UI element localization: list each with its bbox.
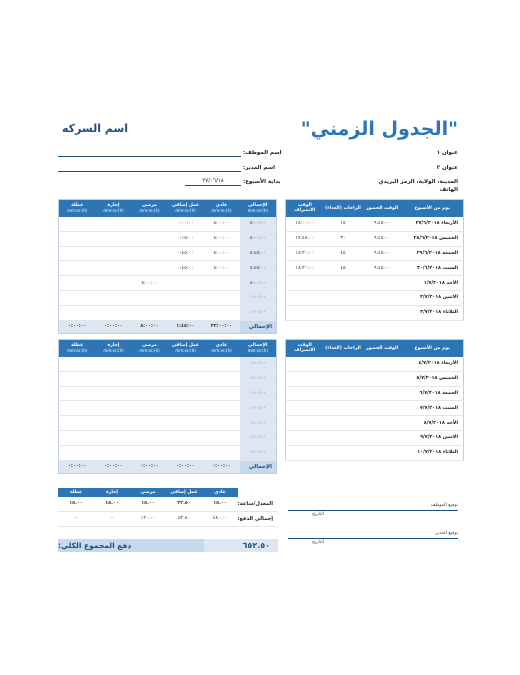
- lunch-cell[interactable]: [324, 357, 363, 372]
- total-cell: ٨:٤٥:٠٠: [240, 246, 277, 261]
- lunch-cell[interactable]: ٤٥: [324, 261, 363, 276]
- total-cell: ٠:٠٠:٠٠: [240, 430, 277, 445]
- lunch-cell[interactable]: [324, 416, 363, 431]
- overtime-cell[interactable]: [168, 290, 204, 305]
- day-cell: السبت ٣٠/٦/٢٠١٨: [402, 261, 464, 276]
- table-row: [286, 305, 464, 320]
- header-total: الإجمالي (h):mm:ss: [240, 200, 277, 217]
- day-cell: الاثنين ٩/٧/٢٠١٨: [402, 430, 464, 445]
- time-in-cell[interactable]: [363, 445, 402, 460]
- time-out-cell[interactable]: [286, 276, 324, 291]
- time-out-cell[interactable]: [286, 416, 324, 431]
- time-out-cell[interactable]: [286, 305, 324, 320]
- rate-holiday[interactable]: ١٥.٠٠: [58, 497, 94, 511]
- vacation-cell[interactable]: [96, 231, 132, 246]
- header-time-in: الوقت الحضور: [363, 340, 402, 357]
- total-cell: ٠:٠٠:٠٠: [240, 305, 277, 320]
- pay-vacation: -: [94, 511, 130, 526]
- time-in-cell[interactable]: ٩:٤٥:٠٠: [363, 246, 402, 261]
- vacation-total: ٠:٠٠:٠٠: [96, 320, 132, 333]
- table-row: [59, 305, 277, 320]
- total-cell: ٠:٠٠:٠٠: [240, 386, 277, 401]
- total-cell: ٠:٠٠:٠٠: [240, 290, 277, 305]
- header-holiday: عطلة (h):mm:ss: [59, 340, 96, 357]
- grand-total-bar: [58, 539, 278, 552]
- overtime-total: ١:٤٥:٠٠: [168, 320, 204, 333]
- time-out-cell[interactable]: [286, 401, 324, 416]
- table-row: [59, 276, 277, 291]
- regular-cell[interactable]: ٨:٠٠:٠٠: [204, 261, 240, 276]
- regular-cell[interactable]: [204, 305, 240, 320]
- vacation-cell[interactable]: [96, 430, 132, 445]
- sick-cell[interactable]: [132, 416, 168, 431]
- holiday-cell[interactable]: [59, 217, 96, 232]
- header-total: الإجمالي (h):mm:ss: [240, 340, 277, 357]
- holiday-cell[interactable]: [59, 416, 96, 431]
- sick-cell[interactable]: [132, 246, 168, 261]
- pay-row: [58, 511, 278, 526]
- lunch-cell[interactable]: [324, 430, 363, 445]
- time-out-cell[interactable]: ١٧:٤٥:٠٠: [286, 231, 324, 246]
- holiday-cell[interactable]: [59, 305, 96, 320]
- holiday-cell[interactable]: [59, 290, 96, 305]
- overtime-total: ٠:٠٠:٠٠: [168, 460, 204, 473]
- overtime-cell[interactable]: [168, 430, 204, 445]
- day-cell: الثلاثاء ٣/٧/٢٠١٨: [402, 305, 464, 320]
- rates-header-vacation: إجازة: [94, 488, 130, 497]
- header-day: يوم من الأسبوع: [402, 200, 464, 217]
- manager-name-field[interactable]: [58, 163, 241, 172]
- phone-label: الهاتف: [439, 187, 458, 193]
- week1-totals-row: [59, 320, 277, 333]
- regular-cell[interactable]: [204, 401, 240, 416]
- rate-overtime[interactable]: ٢٢.٥٠: [166, 497, 202, 511]
- total-cell: ٨:٤٥:٠٠: [240, 261, 277, 276]
- holiday-cell[interactable]: [59, 445, 96, 460]
- totals-label: الإجمالي: [240, 460, 277, 473]
- total-cell: ٨:٠٠:٠٠: [240, 231, 277, 246]
- sick-cell[interactable]: [132, 357, 168, 372]
- table-row: [59, 231, 277, 246]
- holiday-cell[interactable]: [59, 246, 96, 261]
- header-overtime: عمل إضافي (h):mm:ss: [168, 340, 204, 357]
- holiday-cell[interactable]: [59, 386, 96, 401]
- sick-cell[interactable]: [132, 290, 168, 305]
- address-line-2: عنوان ٢: [436, 165, 458, 171]
- day-cell: الخميس ٢٨/٦/٢٠١٨: [402, 231, 464, 246]
- total-cell: ٨:٠٠:٠٠: [240, 276, 277, 291]
- table-row: [286, 261, 464, 276]
- sick-cell[interactable]: [132, 305, 168, 320]
- city-line: المدينة، الولاية، الرمز البريدي: [378, 179, 458, 185]
- week1-time-table: [285, 199, 464, 321]
- week1-hours-table: [58, 199, 277, 334]
- grand-total-value: ٦٥٢.٥٠: [242, 541, 270, 550]
- lunch-cell[interactable]: [324, 276, 363, 291]
- sick-cell[interactable]: [132, 386, 168, 401]
- lunch-cell[interactable]: [324, 445, 363, 460]
- time-out-cell[interactable]: [286, 430, 324, 445]
- vacation-total: ٠:٠٠:٠٠: [96, 460, 132, 473]
- overtime-cell[interactable]: [168, 445, 204, 460]
- pay-sick: ١٢٠.٠٠: [130, 511, 166, 526]
- table-row: [59, 217, 277, 232]
- week-start-value: ٢٧/٠٦/١٨: [202, 178, 224, 184]
- table-row: [286, 371, 464, 386]
- table-row: [286, 386, 464, 401]
- total-cell: ٨:٠٠:٠٠: [240, 217, 277, 232]
- lunch-cell[interactable]: [324, 401, 363, 416]
- week2-time-header: [286, 340, 464, 357]
- header-overtime: عمل إضافي (h):mm:ss: [168, 200, 204, 217]
- holiday-cell[interactable]: [59, 430, 96, 445]
- holiday-cell[interactable]: [59, 276, 96, 291]
- week2-hours-header: [59, 340, 277, 357]
- table-row: [59, 416, 277, 431]
- regular-cell[interactable]: [204, 290, 240, 305]
- header-vacation: إجازة (h):mm:ss: [96, 340, 132, 357]
- day-cell: الأحد ١/٧/٢٠١٨: [402, 276, 464, 291]
- time-out-cell[interactable]: ١٨:٠٠:٠٠: [286, 217, 324, 232]
- overtime-cell[interactable]: ٠:٤٥:٠٠: [168, 246, 204, 261]
- rates-header-overtime: عمل إضافي: [166, 488, 202, 497]
- overtime-cell[interactable]: [168, 276, 204, 291]
- sick-cell[interactable]: [132, 371, 168, 386]
- total-cell: ٠:٠٠:٠٠: [240, 371, 277, 386]
- sick-cell[interactable]: [132, 231, 168, 246]
- table-row: [286, 401, 464, 416]
- time-in-cell[interactable]: [363, 430, 402, 445]
- regular-cell[interactable]: ٨:٠٠:٠٠: [204, 246, 240, 261]
- table-row: [59, 371, 277, 386]
- company-name: اسم السركه: [62, 122, 129, 135]
- time-in-cell[interactable]: ٩:٤٥:٠٠: [363, 231, 402, 246]
- vacation-cell[interactable]: [96, 290, 132, 305]
- overtime-cell[interactable]: [168, 416, 204, 431]
- rate-sick[interactable]: ١٥.٠٠: [130, 497, 166, 511]
- regular-cell[interactable]: ٨:٠٠:٠٠: [204, 231, 240, 246]
- pay-label: إجمالي الدفع:: [238, 511, 278, 526]
- week1-hours-header: [59, 200, 277, 217]
- week-start-label: بداية الأسبوع:: [243, 179, 281, 185]
- employee-signature-label: توقيع الموظف: [430, 503, 458, 508]
- day-cell: الأربعاء ٢٧/٦/٢٠١٨: [402, 217, 464, 232]
- holiday-total: ٠:٠٠:٠٠: [59, 460, 96, 473]
- header-lunch: الراحات (الغداء): [324, 340, 363, 357]
- day-cell: الثلاثاء ١٠/٧/٢٠١٨: [402, 445, 464, 460]
- week1-time-header: [286, 200, 464, 217]
- holiday-cell[interactable]: [59, 231, 96, 246]
- holiday-cell[interactable]: [59, 401, 96, 416]
- table-row: [59, 290, 277, 305]
- table-row: [286, 445, 464, 460]
- sick-total: ٨:٠٠:٠٠: [132, 320, 168, 333]
- table-row: [286, 416, 464, 431]
- time-in-cell[interactable]: [363, 290, 402, 305]
- lunch-cell[interactable]: [324, 386, 363, 401]
- day-cell: السبت ٧/٧/٢٠١٨: [402, 401, 464, 416]
- time-in-cell[interactable]: [363, 357, 402, 372]
- header-time-out: الوقت الانصراف: [286, 340, 324, 357]
- day-cell: الأحد ٨/٧/٢٠١٨: [402, 416, 464, 431]
- time-out-cell[interactable]: [286, 445, 324, 460]
- day-cell: الأربعاء ٤/٧/٢٠١٨: [402, 357, 464, 372]
- manager-signature-line[interactable]: [288, 538, 458, 539]
- lunch-cell[interactable]: [324, 290, 363, 305]
- pay-overtime: ٥٢.٥٠: [166, 511, 202, 526]
- vacation-cell[interactable]: [96, 261, 132, 276]
- total-cell: ٠:٠٠:٠٠: [240, 401, 277, 416]
- lunch-cell[interactable]: ١٥: [324, 217, 363, 232]
- employee-date-label: التاريخ: [312, 512, 324, 517]
- header-holiday: عطلة (h):mm:ss: [59, 200, 96, 217]
- header-vacation: إجازة (h):mm:ss: [96, 200, 132, 217]
- lunch-cell[interactable]: ٤٥: [324, 246, 363, 261]
- vacation-cell[interactable]: [96, 217, 132, 232]
- page-title: "الجدول الزمني": [300, 118, 458, 140]
- overtime-cell[interactable]: [168, 357, 204, 372]
- total-cell: ٠:٠٠:٠٠: [240, 445, 277, 460]
- sick-cell[interactable]: [132, 401, 168, 416]
- time-out-cell[interactable]: [286, 371, 324, 386]
- header-regular: عادي (h):mm:ss: [204, 200, 240, 217]
- table-row: [286, 357, 464, 372]
- vacation-cell[interactable]: [96, 305, 132, 320]
- overtime-cell[interactable]: [168, 371, 204, 386]
- overtime-cell[interactable]: ٠:٤٥:٠٠: [168, 261, 204, 276]
- holiday-cell[interactable]: [59, 261, 96, 276]
- header-time-in: الوقت الحضور: [363, 200, 402, 217]
- regular-cell[interactable]: [204, 416, 240, 431]
- vacation-cell[interactable]: [96, 445, 132, 460]
- manager-date-label: التاريخ: [312, 540, 324, 545]
- employee-name-field[interactable]: [58, 148, 241, 157]
- table-row: [286, 217, 464, 232]
- sick-cell[interactable]: [132, 445, 168, 460]
- pay-holiday: -: [58, 511, 94, 526]
- time-in-cell[interactable]: ٩:٤٥:٠٠: [363, 261, 402, 276]
- table-row: [286, 246, 464, 261]
- vacation-cell[interactable]: [96, 401, 132, 416]
- rates-header-holiday: عطلة: [58, 488, 94, 497]
- overtime-cell[interactable]: [168, 401, 204, 416]
- rates-table: [58, 488, 278, 527]
- overtime-cell[interactable]: [168, 305, 204, 320]
- time-in-cell[interactable]: [363, 371, 402, 386]
- total-cell: ٠:٠٠:٠٠: [240, 416, 277, 431]
- holiday-total: ٠:٠٠:٠٠: [59, 320, 96, 333]
- vacation-cell[interactable]: [96, 371, 132, 386]
- manager-signature-label: توقيع المدير: [435, 531, 458, 536]
- time-in-cell[interactable]: [363, 401, 402, 416]
- lunch-cell[interactable]: [324, 305, 363, 320]
- regular-cell[interactable]: [204, 445, 240, 460]
- table-row: [59, 445, 277, 460]
- regular-cell[interactable]: [204, 276, 240, 291]
- pay-regular: ٤٨٠.٠٠: [202, 511, 238, 526]
- table-row: [59, 401, 277, 416]
- table-row: [59, 357, 277, 372]
- vacation-cell[interactable]: [96, 246, 132, 261]
- rate-row: [58, 497, 278, 511]
- rate-vacation[interactable]: ١٥.٠٠: [94, 497, 130, 511]
- sick-cell[interactable]: [132, 430, 168, 445]
- rate-regular[interactable]: ١٥.٠٠: [202, 497, 238, 511]
- manager-name-label: اسم المدير:: [243, 165, 276, 171]
- time-in-cell[interactable]: ٩:٤٥:٠٠: [363, 217, 402, 232]
- time-out-cell[interactable]: [286, 386, 324, 401]
- table-row: [59, 261, 277, 276]
- header-sick: مرضي (h):mm:ss: [132, 200, 168, 217]
- rates-header-regular: عادي: [202, 488, 238, 497]
- overtime-cell[interactable]: ٠:٠٠:٠٠: [168, 217, 204, 232]
- table-row: [286, 290, 464, 305]
- regular-cell[interactable]: [204, 357, 240, 372]
- sick-cell[interactable]: [132, 217, 168, 232]
- vacation-cell[interactable]: [96, 416, 132, 431]
- week2-hours-table: [58, 339, 277, 474]
- table-row: [59, 246, 277, 261]
- lunch-cell[interactable]: ٣٠: [324, 231, 363, 246]
- regular-cell[interactable]: [204, 371, 240, 386]
- time-in-cell[interactable]: [363, 276, 402, 291]
- time-out-cell[interactable]: ١٨:٣٠:٠٠: [286, 246, 324, 261]
- sick-cell[interactable]: ٨:٠٠:٠٠: [132, 276, 168, 291]
- totals-label: الإجمالي: [240, 320, 277, 333]
- table-row: [59, 386, 277, 401]
- address-line-1: عنوان ١: [436, 150, 458, 156]
- header-lunch: الراحات (الغداء): [324, 200, 363, 217]
- table-row: [59, 430, 277, 445]
- holiday-cell[interactable]: [59, 357, 96, 372]
- table-row: [286, 276, 464, 291]
- time-out-cell[interactable]: [286, 357, 324, 372]
- rate-label: المعدل/ساعة:: [238, 497, 278, 511]
- time-in-cell[interactable]: [363, 386, 402, 401]
- rates-header-sick: مرضي: [130, 488, 166, 497]
- employee-name-label: اسم الموظف:: [243, 150, 282, 156]
- regular-total: ٣٢:٠٠:٠٠: [204, 320, 240, 333]
- header-sick: مرضي (h):mm:ss: [132, 340, 168, 357]
- header-day: يوم من الأسبوع: [402, 340, 464, 357]
- vacation-cell[interactable]: [96, 357, 132, 372]
- table-row: [286, 430, 464, 445]
- time-out-cell[interactable]: [286, 290, 324, 305]
- employee-signature-line[interactable]: [288, 510, 458, 511]
- day-cell: الجمعة ٢٩/٦/٢٠١٨: [402, 246, 464, 261]
- time-in-cell[interactable]: [363, 305, 402, 320]
- total-cell: ٠:٠٠:٠٠: [240, 357, 277, 372]
- regular-total: ٠:٠٠:٠٠: [204, 460, 240, 473]
- time-out-cell[interactable]: ١٨:٣٠:٠٠: [286, 261, 324, 276]
- vacation-cell[interactable]: [96, 276, 132, 291]
- overtime-cell[interactable]: [168, 386, 204, 401]
- time-in-cell[interactable]: [363, 416, 402, 431]
- regular-cell[interactable]: [204, 386, 240, 401]
- lunch-cell[interactable]: [324, 371, 363, 386]
- day-cell: الجمعة ٦/٧/٢٠١٨: [402, 386, 464, 401]
- vacation-cell[interactable]: [96, 386, 132, 401]
- regular-cell[interactable]: [204, 430, 240, 445]
- day-cell: الاثنين ٢/٧/٢٠١٨: [402, 290, 464, 305]
- grand-total-label: دفع المجموع الكلي:: [58, 539, 204, 552]
- holiday-cell[interactable]: [59, 371, 96, 386]
- overtime-cell[interactable]: ٠:١٥:٠٠: [168, 231, 204, 246]
- header-regular: عادي (h):mm:ss: [204, 340, 240, 357]
- week2-time-table: [285, 339, 464, 461]
- rates-header: [58, 488, 278, 497]
- week2-totals-row: [59, 460, 277, 473]
- table-row: [286, 231, 464, 246]
- sick-total: ٠:٠٠:٠٠: [132, 460, 168, 473]
- regular-cell[interactable]: ٨:٠٠:٠٠: [204, 217, 240, 232]
- header-time-out: الوقت الانصراف: [286, 200, 324, 217]
- day-cell: الخميس ٥/٧/٢٠١٨: [402, 371, 464, 386]
- sick-cell[interactable]: [132, 261, 168, 276]
